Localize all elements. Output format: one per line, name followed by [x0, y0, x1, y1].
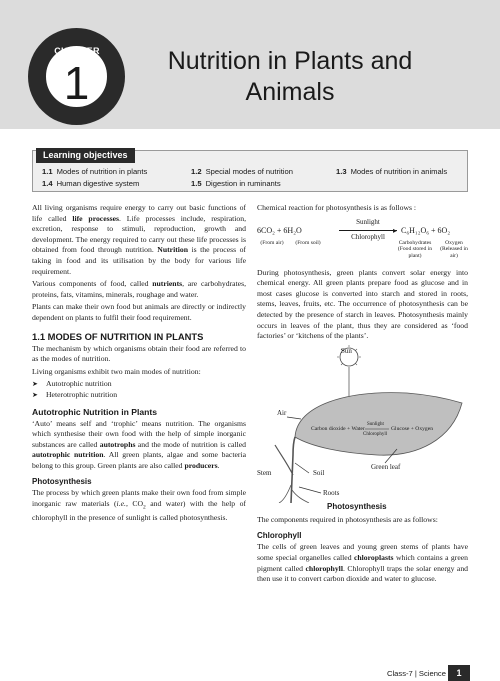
green-leaf-label: Green leaf	[371, 462, 401, 471]
photosynthesis-illustration	[257, 345, 468, 503]
stem-label: Stem	[257, 468, 272, 477]
photosynthesis-equation	[257, 216, 468, 268]
objective-item: 1.5 Digestion in ruminants	[191, 179, 281, 188]
sun-label: Sun	[341, 346, 352, 355]
page-number: 1	[448, 665, 470, 681]
modes-intro: Living organisms exhibit two main modes of nutrition:	[32, 366, 201, 376]
chapter-label: CHAPTER	[54, 46, 100, 56]
label-carbohydrates: Carbohydrates (Food stored in plant)	[397, 239, 433, 259]
photosynthesis-paragraph: The process by which green plants make their own food from simple inorganic raw materials (i.e., $CO_2$ and water) with the help of chlorophyll in the presence of sunlight is called photosynthesis.	[32, 488, 246, 523]
plants-paragraph: Plants can make their own food but animals are directly or indirectly dependent on plants to fulfil their food requirement.	[32, 302, 246, 322]
intro-paragraph: All living organisms require energy to carry out basic functions of life called life processes. Life processes include, respiration, excretion, response to stimuli, reproduction, growth and development. The energy required to carry out these life processes is obtained from food through nutrition. Nutrition is the process of taking in food and its utilisation by the body for various life requirement.	[32, 203, 246, 276]
chlorophyll-paragraph: The cells of green leaves and young green stems of plants have some special organelles called chloroplasts which contains a green pigment called chlorophyll. Chlorophyll traps the solar energy and then use it to convert carbon dioxide and water to glucose.	[257, 542, 469, 584]
sunlight-label: Sunlight	[367, 421, 384, 427]
diagram-caption: Photosynthesis	[327, 501, 387, 511]
products-label: Glucose + Oxygen	[391, 425, 433, 432]
equation-products: C₆H₁₂O₆ + 6O₂	[401, 225, 451, 235]
subsection-heading: Autotrophic Nutrition in Plants	[32, 406, 158, 417]
roots-label: Roots	[323, 488, 340, 497]
chlorophyll-label: Chlorophyll	[363, 431, 388, 437]
learning-objectives-label: Learning objectives	[36, 148, 135, 163]
list-item: ➤ Autotrophic nutrition	[32, 379, 246, 390]
equation-condition-top: Sunlight	[356, 217, 380, 226]
nutrients-paragraph: Various components of food, called nutrients, are carbohydrates, proteins, fats, vitamins, minerals, roughage and water.	[32, 279, 247, 299]
section-heading: 1.1 MODES OF NUTRITION IN PLANTS	[32, 330, 204, 342]
equation-arrow	[339, 230, 397, 231]
objective-item: 1.2 Special modes of nutrition	[191, 167, 293, 176]
label-oxygen: Oxygen (Released in air)	[440, 239, 468, 259]
objective-item: 1.4 Human digestive system	[42, 179, 140, 188]
reaction-intro: Chemical reaction for photosynthesis is as follows :	[257, 203, 417, 212]
photosynthesis-diagram	[257, 345, 468, 511]
reaction-label: Carbon dioxide + Water	[311, 425, 365, 432]
chapter-number: 1	[63, 57, 90, 109]
list-item: ➤ Heterotrophic nutrition	[32, 390, 246, 401]
chapter-title: Nutrition in Plants and Animals	[167, 47, 413, 106]
roots-arrow	[299, 487, 321, 493]
components-paragraph: The components required in photosynthesis are as follows:	[257, 514, 438, 524]
photosynthesis-description: During photosynthesis, green plants convert solar energy into chemical energy. All green plants prepare food as glucose and in most cases glucose is converted into starch and stored in roots, stems, leaves, fruits, etc. The occurrence of photosynthesis can be detected by the presence of starch in leaves. Photosynthesis mainly occurs in leaves of the plant, thus they are considered as ‘food factories’ or ‘kitchens of the plants’.	[257, 267, 468, 341]
branch-shape	[275, 445, 293, 475]
modes-paragraph: The mechanism by which organisms obtain their food are referred to as the modes of nutrition.	[32, 343, 246, 364]
soil-label: Soil	[313, 468, 325, 477]
objective-item: 1.1 Modes of nutrition in plants	[42, 167, 148, 176]
label-from-air: (From air)	[260, 239, 284, 246]
objective-item: 1.3 Modes of nutrition in animals	[336, 167, 448, 176]
roots-shape	[279, 485, 309, 503]
arrow-head: ▸	[393, 225, 398, 235]
right-column	[257, 203, 468, 587]
air-label: Air	[277, 408, 287, 417]
subsection-heading: Chlorophyll	[257, 531, 302, 541]
equation-reactants: 6CO₂ + 6H₂O	[257, 225, 302, 235]
left-column	[32, 203, 246, 526]
subsection-heading: Photosynthesis	[32, 477, 92, 487]
autotrophic-paragraph: ‘Auto’ means self and ‘trophic’ means nutrition. The organisms which synthesise their own food with the help of simple inorganic substances are called autotrophs and the mode of nutrition is called autotrophic nutrition. All green plants, algae and some bacteria belong to this group. Green plants are also called producers.	[32, 418, 246, 470]
air-arrow	[287, 417, 301, 419]
soil-arrow	[295, 463, 309, 473]
equation-condition-bottom: Chlorophyll	[351, 232, 385, 241]
label-from-soil: (From soil)	[295, 239, 321, 246]
footer-text: Class-7 | Science	[387, 669, 446, 678]
